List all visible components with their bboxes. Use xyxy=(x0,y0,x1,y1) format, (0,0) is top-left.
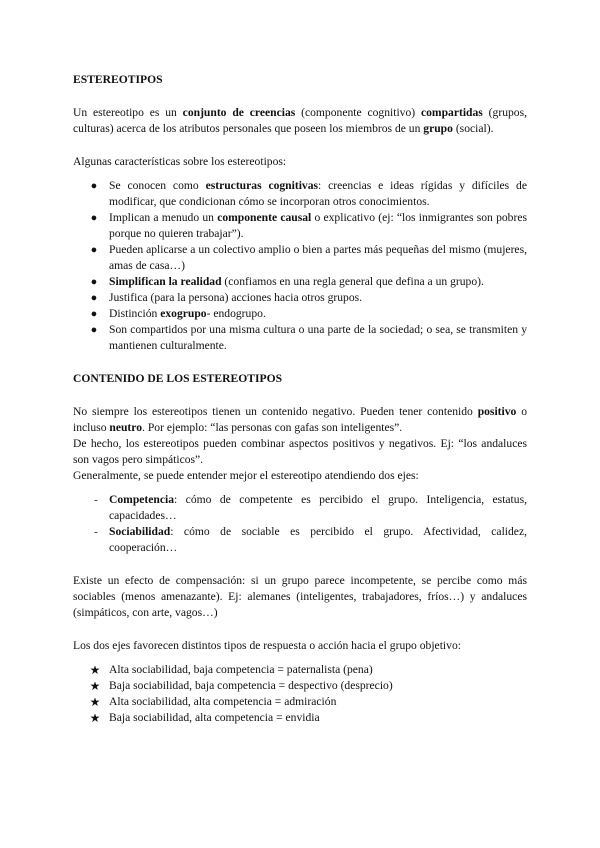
text-run: Un estereotipo es un xyxy=(73,106,183,119)
text-run: - endogrupo. xyxy=(206,307,266,320)
bullet-icon: ● xyxy=(90,212,98,224)
bold-text: positivo xyxy=(477,405,517,418)
text-run: (social). xyxy=(452,122,494,135)
bold-text: grupo xyxy=(423,122,453,135)
content-paragraph-1 xyxy=(73,404,527,436)
list-item xyxy=(73,322,527,354)
text-run: . Por ejemplo: “las personas con gafas son inteligentes”. xyxy=(142,421,403,434)
bold-text: conjunto de creencias xyxy=(182,106,296,119)
text-run: Se conocen como xyxy=(109,179,206,192)
list-item xyxy=(73,524,527,556)
content-paragraph-3: Generalmente, se puede entender mejor el estereotipo atendiendo dos ejes: xyxy=(73,469,419,482)
bullet-icon: ● xyxy=(90,324,98,336)
text-run: (componente cognitivo) xyxy=(295,106,421,119)
text-run: (grupos, culturas) acerca de los atributos personales que poseen los miembros de un xyxy=(73,106,527,135)
bold-text: estructuras cognitivas xyxy=(205,179,319,192)
star-bullet-icon: ★ xyxy=(89,695,101,709)
list-item xyxy=(73,242,527,274)
text-run: : creencias e ideas rígidas y difíciles de modificar, que condicionan cómo se incorporan otros conocimientos. xyxy=(109,179,527,208)
list-item xyxy=(73,678,527,694)
intro-paragraph xyxy=(73,105,527,137)
list-item xyxy=(73,290,527,306)
responses-list xyxy=(73,662,527,726)
bullet-icon: ● xyxy=(90,244,98,256)
list-item xyxy=(73,210,527,242)
responses-intro: Los dos ejes favorecen distintos tipos de respuesta o acción hacia el grupo objetivo: xyxy=(73,639,461,652)
list-item-text: Alta sociabilidad, alta competencia = admiración xyxy=(109,695,337,708)
text-run: Implican a menudo un xyxy=(109,211,218,224)
bold-text: componente causal xyxy=(217,211,312,224)
list-item xyxy=(73,694,527,710)
document-page xyxy=(73,72,527,726)
text-run: (confiamos en una regla general que defina a un grupo). xyxy=(221,275,484,288)
axes-list xyxy=(73,492,527,556)
list-item xyxy=(73,662,527,678)
bullet-icon: ● xyxy=(90,308,98,320)
dash-bullet-icon: - xyxy=(94,526,98,538)
bold-text: compartidas xyxy=(420,106,483,119)
bold-text: Competencia xyxy=(109,493,175,506)
text-run: : cómo de sociable es percibido el grupo. Afectividad, calidez, cooperación… xyxy=(109,525,527,554)
text-run: Son compartidos por una misma cultura o una parte de la sociedad; o sea, se transmiten y mantienen culturalmente. xyxy=(109,323,527,352)
section-title-contenido: CONTENIDO DE LOS ESTEREOTIPOS xyxy=(73,372,283,385)
bold-text: neutro xyxy=(109,421,143,434)
bullet-icon: ● xyxy=(90,276,98,288)
characteristics-intro: Algunas características sobre los estereotipos: xyxy=(73,155,287,168)
list-item xyxy=(73,710,527,726)
list-item-text: Baja sociabilidad, alta competencia = envidia xyxy=(109,711,320,724)
list-item-text: Alta sociabilidad, baja competencia = paternalista (pena) xyxy=(109,663,373,676)
text-run: Pueden aplicarse a un colectivo amplio o bien a partes más pequeñas del mismo (mujeres, amas de casa…) xyxy=(109,243,527,272)
text-run: o incluso xyxy=(73,405,527,434)
section-title-estereotipos: ESTEREOTIPOS xyxy=(73,73,163,86)
star-bullet-icon: ★ xyxy=(89,711,101,725)
content-paragraph-2: De hecho, los estereotipos pueden combinar aspectos positivos y negativos. Ej: “los andaluces son vagos pero simpáticos”. xyxy=(73,437,527,466)
text-run: o explicativo (ej: “los inmigrantes son pobres porque no quieren trabajar”). xyxy=(109,211,527,240)
bullet-icon: ● xyxy=(90,180,98,192)
text-run: Distinción xyxy=(109,307,161,320)
bold-text: Sociabilidad xyxy=(109,525,171,538)
list-item xyxy=(73,492,527,524)
list-item-text: Baja sociabilidad, baja competencia = despectivo (desprecio) xyxy=(109,679,393,692)
bold-text: Simplifican la realidad xyxy=(109,275,222,288)
star-bullet-icon: ★ xyxy=(89,679,101,693)
compensation-paragraph: Existe un efecto de compensación: si un grupo parece incompetente, se percibe como más sociables (menos amenazante). Ej: alemanes (inteligentes, trabajadores, fríos…) y andaluces (simpáticos, con arte, vagos…) xyxy=(73,574,527,619)
bold-text: exogrupo xyxy=(160,307,207,320)
bullet-icon: ● xyxy=(90,292,98,304)
dash-bullet-icon: - xyxy=(94,494,98,506)
text-run: No siempre los estereotipos tienen un contenido negativo. Pueden tener contenido xyxy=(73,405,478,418)
text-run: : cómo de competente es percibido el grupo. Inteligencia, estatus, capacidades… xyxy=(109,493,527,522)
list-item xyxy=(73,274,527,290)
characteristics-list xyxy=(73,178,527,354)
list-item xyxy=(73,306,527,322)
list-item xyxy=(73,178,527,210)
text-run: Justifica (para la persona) acciones hacia otros grupos. xyxy=(109,291,363,304)
star-bullet-icon: ★ xyxy=(89,663,101,677)
